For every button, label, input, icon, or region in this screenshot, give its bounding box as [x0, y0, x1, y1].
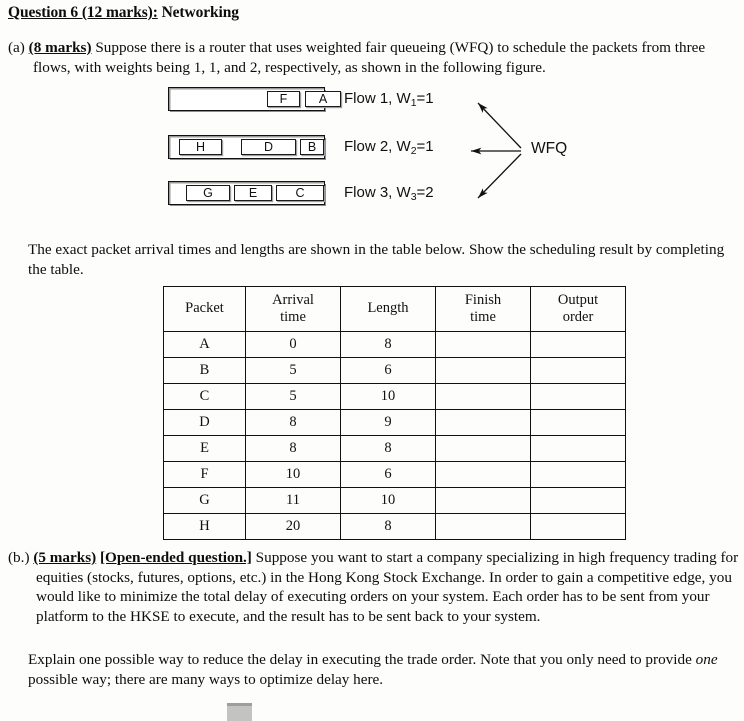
cell-output[interactable] — [531, 514, 626, 540]
cell-arrival: 5 — [246, 384, 341, 410]
page-title — [8, 4, 239, 22]
part-b-marker: (b.) — [8, 549, 30, 566]
cell-packet: A — [164, 332, 246, 358]
packet-box-B: B — [300, 139, 324, 155]
flow-2-label-suffix: =1 — [416, 138, 434, 155]
part-a-marker: (a) — [8, 39, 25, 56]
table-row — [164, 410, 626, 436]
table-body — [164, 332, 626, 540]
wfq-scheduler-label: WFQ — [531, 140, 568, 157]
part-b-closing — [28, 650, 728, 689]
cell-packet: E — [164, 436, 246, 462]
cell-finish[interactable] — [436, 358, 531, 384]
cell-arrival: 8 — [246, 436, 341, 462]
table-row — [164, 384, 626, 410]
cell-output[interactable] — [531, 410, 626, 436]
cell-arrival: 0 — [246, 332, 341, 358]
cell-output[interactable] — [531, 462, 626, 488]
flow-2-weight-subscript: 2 — [410, 145, 417, 157]
part-a-marks: (8 marks) — [28, 39, 92, 56]
cell-finish[interactable] — [436, 332, 531, 358]
cell-output[interactable] — [531, 436, 626, 462]
cell-finish[interactable] — [436, 488, 531, 514]
flow-3-label-prefix: Flow 3, W — [344, 184, 411, 201]
cell-length: 10 — [341, 384, 436, 410]
wfq-figure — [0, 85, 744, 215]
flow-3-weight-subscript: 3 — [410, 191, 417, 203]
cell-arrival: 8 — [246, 410, 341, 436]
packet-box-G: G — [186, 185, 230, 201]
packet-box-C: C — [276, 185, 324, 201]
cell-length: 10 — [341, 488, 436, 514]
cell-length: 8 — [341, 436, 436, 462]
table-row — [164, 436, 626, 462]
arrow-to-flow-3 — [478, 154, 521, 198]
question-number: Question 6 (12 marks): — [8, 4, 158, 21]
cell-output[interactable] — [531, 384, 626, 410]
cell-finish[interactable] — [436, 384, 531, 410]
cell-length: 9 — [341, 410, 436, 436]
cell-arrival: 11 — [246, 488, 341, 514]
table-row — [164, 488, 626, 514]
cell-output[interactable] — [531, 358, 626, 384]
cell-packet: F — [164, 462, 246, 488]
header-packet: Packet — [164, 287, 246, 332]
packet-box-D: D — [241, 139, 296, 155]
flow-3-label-suffix: =2 — [416, 184, 434, 201]
header-finish-time: Finish time — [436, 287, 531, 332]
wfq-arrows — [0, 85, 744, 215]
header-arrival-time: Arrival time — [246, 287, 341, 332]
closing-emphasis: one — [695, 651, 718, 668]
part-a-paragraph — [8, 38, 738, 77]
cell-length: 8 — [341, 332, 436, 358]
scheduling-table — [163, 286, 626, 540]
cell-finish[interactable] — [436, 462, 531, 488]
cell-output[interactable] — [531, 332, 626, 358]
cell-finish[interactable] — [436, 514, 531, 540]
table-row — [164, 332, 626, 358]
table-row — [164, 462, 626, 488]
cell-packet: H — [164, 514, 246, 540]
part-b-paragraph — [8, 548, 740, 626]
closing-text-after: possible way; there are many ways to optimize delay here. — [28, 670, 384, 688]
flow-1-label-prefix: Flow 1, W — [344, 90, 411, 107]
cell-packet: D — [164, 410, 246, 436]
packet-box-A: A — [305, 91, 341, 107]
cell-packet: B — [164, 358, 246, 384]
cell-output[interactable] — [531, 488, 626, 514]
cell-arrival: 10 — [246, 462, 341, 488]
cell-length: 6 — [341, 358, 436, 384]
table-row — [164, 514, 626, 540]
cell-arrival: 20 — [246, 514, 341, 540]
header-output-order: Output order — [531, 287, 626, 332]
flow-2-label-prefix: Flow 2, W — [344, 138, 411, 155]
cell-packet: C — [164, 384, 246, 410]
part-a-text: Suppose there is a router that uses weighted fair queueing (WFQ) to schedule the packets from three flows, with weights being 1, 1, and 2, respectively, as shown in the following figure. — [33, 39, 706, 76]
flow-1-label-suffix: =1 — [416, 90, 434, 107]
table-row — [164, 358, 626, 384]
flow-1-weight-subscript: 1 — [410, 97, 417, 109]
packet-box-F: F — [267, 91, 300, 107]
header-length: Length — [341, 287, 436, 332]
cell-finish[interactable] — [436, 436, 531, 462]
part-b-marks: (5 marks) — [33, 549, 97, 566]
scan-artifact — [227, 703, 252, 721]
table-header-row — [164, 287, 626, 332]
cell-arrival: 5 — [246, 358, 341, 384]
cell-finish[interactable] — [436, 410, 531, 436]
cell-length: 8 — [341, 514, 436, 540]
question-topic: Networking — [161, 4, 239, 21]
cell-packet: G — [164, 488, 246, 514]
part-b-tag: [Open-ended question.] — [99, 549, 252, 566]
part-b-text: Suppose you want to start a company specializing in high frequency trading for equities (stocks, futures, options, etc.) in the Hong Kong Stock Exchange. In order to gain a competitive edge, you would like to minimize the total delay of executing orders on your system. Each order has to be sent from your platform to the HKSE to execute, and the result has to be sent back to your system. — [36, 549, 739, 625]
arrow-to-flow-1 — [478, 103, 521, 148]
packet-box-E: E — [234, 185, 272, 201]
packet-box-H: H — [179, 139, 222, 155]
table-instruction: The exact packet arrival times and lengths are shown in the table below. Show the scheduling result by completing the table. — [28, 241, 725, 278]
cell-length: 6 — [341, 462, 436, 488]
closing-text-before: Explain one possible way to reduce the delay in executing the trade order. Note that you only need to provide — [28, 651, 696, 668]
